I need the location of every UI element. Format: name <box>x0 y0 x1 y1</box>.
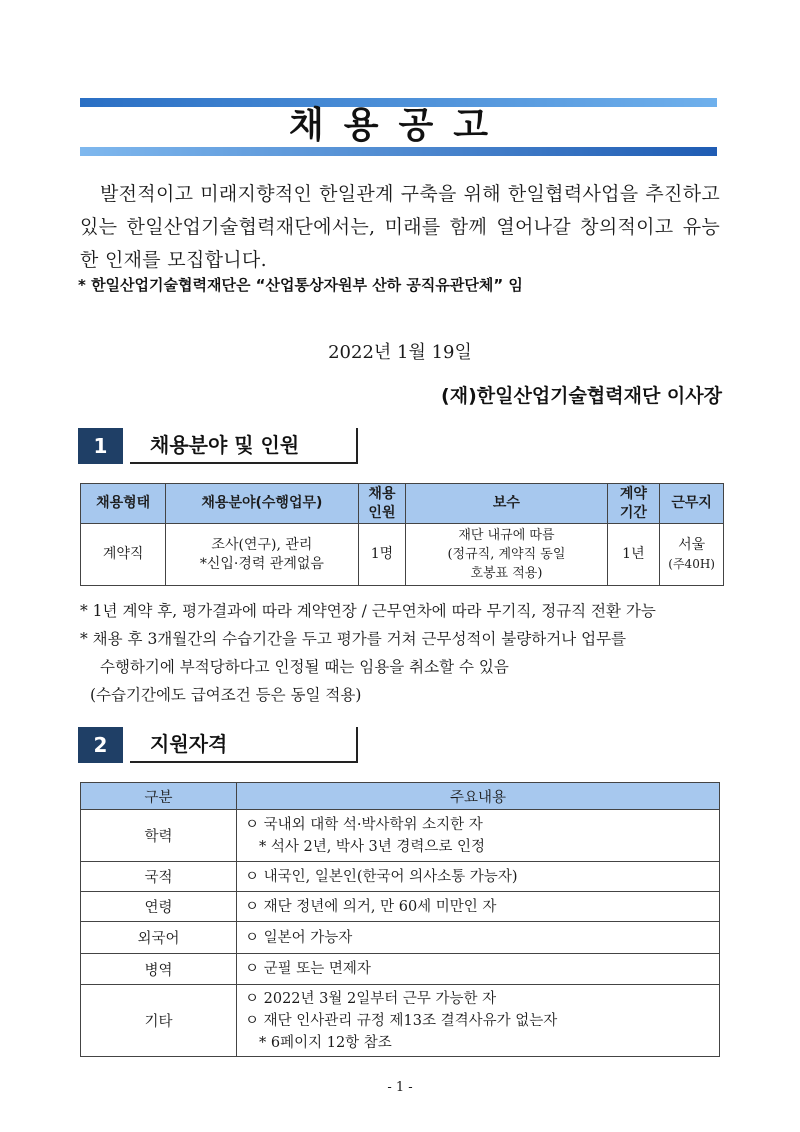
row-content: ㅇ 재단 정년에 의거, 만 60세 미만인 자 <box>237 892 720 922</box>
row-label: 기타 <box>81 985 237 1057</box>
intro-note: * 한일산업기술협력재단은 “산업통상자원부 산하 공직유관단체” 임 <box>78 276 523 294</box>
row-content: ㅇ 군필 또는 면제자 <box>237 954 720 985</box>
intro-paragraph: 발전적이고 미래지향적인 한일관계 구축을 위해 한일협력사업을 추진하고 있는 한일산업기술협력재단에서는, 미래를 함께 열어나갈 창의적이고 유능한 인재를 모집합니다. <box>80 183 720 271</box>
recruitment-table <box>80 483 724 586</box>
note-line: (수습기간에도 급여조건 등은 동일 적용) <box>90 686 362 704</box>
row-content: ㅇ 내국인, 일본인(한국어 의사소통 가능자) <box>237 862 720 892</box>
header-count: 채용인원 <box>358 484 406 524</box>
cell-location: 서울 (주40H) <box>660 524 724 586</box>
cell-pay: 재단 내규에 따름 (정규직, 계약직 동일 호봉표 적용) <box>406 524 607 586</box>
header-location: 근무지 <box>660 484 724 524</box>
cell-type: 계약직 <box>81 524 166 586</box>
note-line: 수행하기에 부적당하다고 인정될 때는 임용을 취소할 수 있음 <box>100 658 509 676</box>
row-label: 병역 <box>81 954 237 985</box>
row-content: ㅇ 2022년 3월 2일부터 근무 가능한 자 ㅇ 재단 인사관리 규정 제13조 결격사유가 없는자 * 6페이지 12항 참조 <box>237 985 720 1057</box>
qualification-table <box>80 782 720 1057</box>
section-1-title: 채용분야 및 인원 <box>130 428 358 464</box>
title-bar-bottom <box>80 147 717 156</box>
header-pay: 보수 <box>406 484 607 524</box>
page-number: - 1 - <box>387 1080 413 1095</box>
cell-period: 1년 <box>607 524 660 586</box>
row-label: 국적 <box>81 862 237 892</box>
header-content: 주요내용 <box>237 783 720 810</box>
note-line: * 채용 후 3개월간의 수습기간을 두고 평가를 거쳐 근무성적이 불량하거나 업무를 <box>80 630 627 648</box>
header-field: 채용분야(수행업무) <box>166 484 358 524</box>
row-label: 외국어 <box>81 922 237 954</box>
row-label: 학력 <box>81 810 237 862</box>
header-type: 채용형태 <box>81 484 166 524</box>
section-1-number: 1 <box>78 428 123 464</box>
header-category: 구분 <box>81 783 237 810</box>
section-2-number: 2 <box>78 727 123 763</box>
header-period: 계약기간 <box>607 484 660 524</box>
section-1-notes <box>80 597 740 709</box>
row-content: ㅇ 일본어 가능자 <box>237 922 720 954</box>
row-content: ㅇ 국내외 대학 석·박사학위 소지한 자 * 석사 2년, 박사 3년 경력으로 인정 <box>237 810 720 862</box>
cell-field: 조사(연구), 관리 *신입·경력 관계없음 <box>166 524 358 586</box>
organization-signature: (재)한일산업기술협력재단 이사장 <box>441 385 722 407</box>
row-label: 연령 <box>81 892 237 922</box>
note-line: * 1년 계약 후, 평가결과에 따라 계약연장 / 근무연차에 따라 무기직, 정규직 전환 가능 <box>80 602 656 620</box>
page-title: 채용공고 <box>288 105 509 146</box>
section-2-title: 지원자격 <box>130 727 358 763</box>
cell-count: 1명 <box>358 524 406 586</box>
announcement-date: 2022년 1월 19일 <box>328 342 472 363</box>
